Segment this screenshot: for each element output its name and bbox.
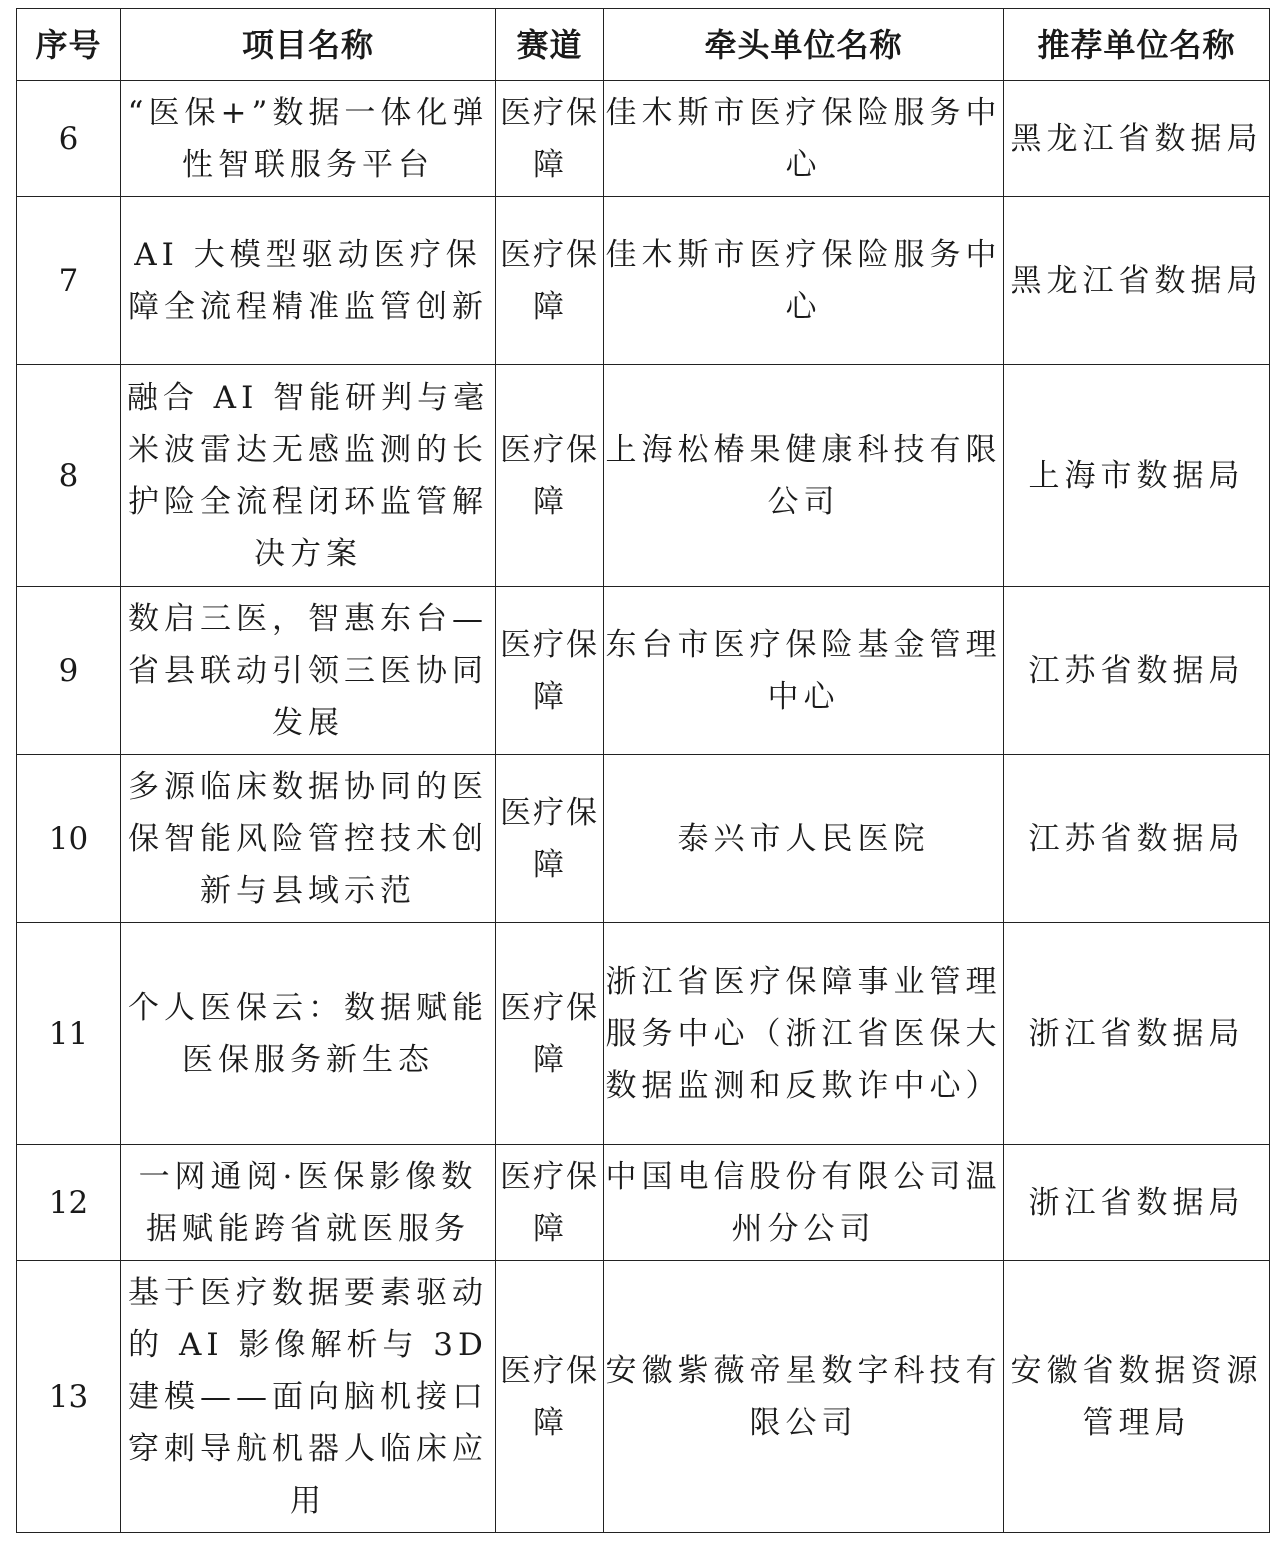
- header-index: 序号: [17, 9, 121, 81]
- document-page: [16, 8, 1270, 1533]
- header-track: 赛道: [496, 9, 604, 81]
- table-row: [17, 923, 1270, 1145]
- table-row: [17, 365, 1270, 587]
- project-table: [16, 8, 1270, 1533]
- row-recommending-unit: 浙江省数据局: [1004, 923, 1270, 1145]
- table-header: [17, 9, 1270, 81]
- row-project-name: 基于医疗数据要素驱动的 AI 影像解析与 3D 建模——面向脑机接口穿刺导航机器人临床应用: [121, 1261, 496, 1533]
- row-index: 10: [17, 755, 121, 923]
- table-row: [17, 755, 1270, 923]
- row-project-name: “医保+”数据一体化弹性智联服务平台: [121, 81, 496, 197]
- row-recommending-unit: 江苏省数据局: [1004, 755, 1270, 923]
- table-row: [17, 1261, 1270, 1533]
- row-index: 8: [17, 365, 121, 587]
- header-project-name: 项目名称: [121, 9, 496, 81]
- row-track: 医疗保障: [496, 923, 604, 1145]
- row-project-name: 一网通阅·医保影像数据赋能跨省就医服务: [121, 1145, 496, 1261]
- row-lead-unit: 东台市医疗保险基金管理中心: [604, 587, 1004, 755]
- row-track: 医疗保障: [496, 587, 604, 755]
- row-track: 医疗保障: [496, 1145, 604, 1261]
- row-index: 9: [17, 587, 121, 755]
- row-track: 医疗保障: [496, 197, 604, 365]
- table-row: [17, 81, 1270, 197]
- row-index: 6: [17, 81, 121, 197]
- row-lead-unit: 泰兴市人民医院: [604, 755, 1004, 923]
- row-track: 医疗保障: [496, 755, 604, 923]
- row-recommending-unit: 浙江省数据局: [1004, 1145, 1270, 1261]
- row-project-name: AI 大模型驱动医疗保障全流程精准监管创新: [121, 197, 496, 365]
- row-index: 7: [17, 197, 121, 365]
- row-track: 医疗保障: [496, 81, 604, 197]
- row-lead-unit: 上海松椿果健康科技有限公司: [604, 365, 1004, 587]
- row-lead-unit: 中国电信股份有限公司温州分公司: [604, 1145, 1004, 1261]
- row-recommending-unit: 江苏省数据局: [1004, 587, 1270, 755]
- header-row: [17, 9, 1270, 81]
- table-row: [17, 587, 1270, 755]
- row-recommending-unit: 安徽省数据资源管理局: [1004, 1261, 1270, 1533]
- row-track: 医疗保障: [496, 365, 604, 587]
- row-project-name: 数启三医，智惠东台—省县联动引领三医协同发展: [121, 587, 496, 755]
- table-body: [17, 81, 1270, 1533]
- header-recommending-unit: 推荐单位名称: [1004, 9, 1270, 81]
- row-lead-unit: 浙江省医疗保障事业管理服务中心（浙江省医保大数据监测和反欺诈中心）: [604, 923, 1004, 1145]
- row-project-name: 多源临床数据协同的医保智能风险管控技术创新与县域示范: [121, 755, 496, 923]
- row-lead-unit: 佳木斯市医疗保险服务中心: [604, 197, 1004, 365]
- table-row: [17, 197, 1270, 365]
- row-project-name: 个人医保云：数据赋能医保服务新生态: [121, 923, 496, 1145]
- row-index: 11: [17, 923, 121, 1145]
- row-lead-unit: 佳木斯市医疗保险服务中心: [604, 81, 1004, 197]
- row-track: 医疗保障: [496, 1261, 604, 1533]
- row-project-name: 融合 AI 智能研判与毫米波雷达无感监测的长护险全流程闭环监管解决方案: [121, 365, 496, 587]
- header-lead-unit: 牵头单位名称: [604, 9, 1004, 81]
- row-recommending-unit: 上海市数据局: [1004, 365, 1270, 587]
- row-index: 13: [17, 1261, 121, 1533]
- row-recommending-unit: 黑龙江省数据局: [1004, 81, 1270, 197]
- row-recommending-unit: 黑龙江省数据局: [1004, 197, 1270, 365]
- row-index: 12: [17, 1145, 121, 1261]
- table-row: [17, 1145, 1270, 1261]
- row-lead-unit: 安徽紫薇帝星数字科技有限公司: [604, 1261, 1004, 1533]
